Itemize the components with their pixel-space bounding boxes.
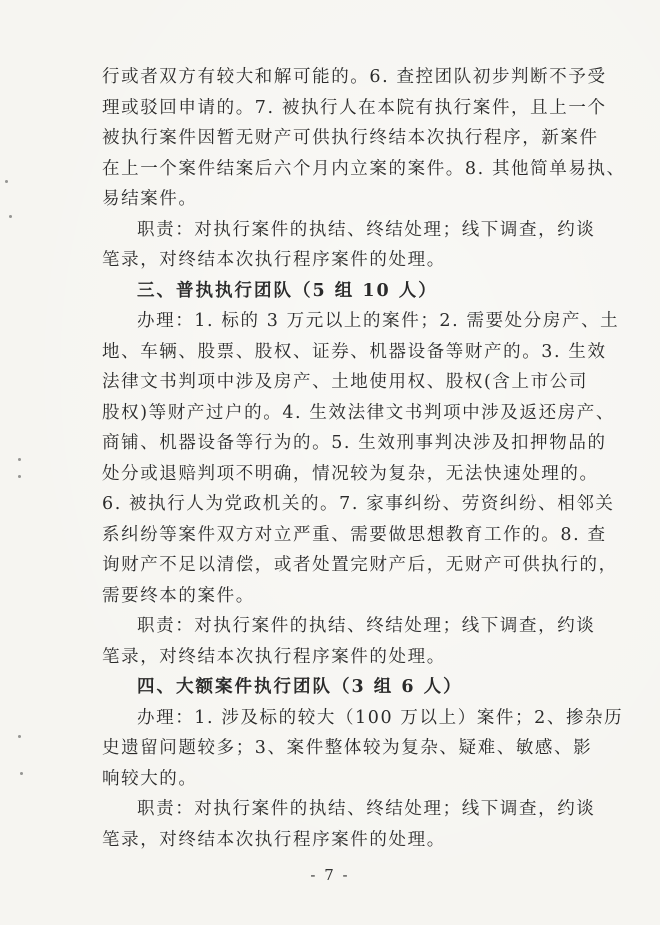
paragraph-handling [102, 703, 624, 795]
scan-speck [20, 772, 23, 775]
scan-speck [18, 735, 21, 738]
text-line: 被执行案件因暂无财产可供执行终结本次执行程序，新案件 [102, 128, 599, 148]
paragraph-duties [102, 794, 596, 855]
text-line: 法律文书判项中涉及房产、土地使用权、股权(含上市公司 [102, 372, 588, 392]
text-line: 商铺、机器设备等行为的。5. 生效刑事判决涉及扣押物品的 [102, 433, 607, 453]
text-line: 响较大的。 [102, 768, 198, 789]
section-heading [102, 276, 580, 307]
text-line: 6. 被执行人为党政机关的。7. 家事纠纷、劳资纠纷、相邻关 [102, 494, 615, 514]
document-body [102, 62, 626, 855]
paragraph-handling [102, 306, 620, 611]
scan-speck [9, 215, 12, 218]
text-line: 需要终本的案件。 [102, 585, 255, 606]
paragraph-continuation [102, 62, 626, 215]
heading-large-case-team: 四、大额案件执行团队（3 组 6 人） [137, 677, 463, 697]
text-line: 地、车辆、股票、股权、证券、机器设备等财产的。3. 生效 [102, 341, 607, 362]
text-line: 处分或退赔判项不明确，情况较为复杂，无法快速处理的。 [102, 463, 599, 484]
text-line: 笔录，对终结本次执行程序案件的处理。 [102, 250, 446, 270]
text-line: 询财产不足以清偿，或者处置完财产后，无财产可供执行的， [102, 555, 618, 575]
text-line: 笔录，对终结本次执行程序案件的处理。 [102, 646, 446, 667]
scan-speck [5, 180, 8, 183]
text-line: 系纠纷等案件双方对立严重、需要做思想教育工作的。8. 查 [102, 524, 607, 545]
paragraph-duties [102, 215, 596, 276]
text-line: 笔录，对终结本次执行程序案件的处理。 [102, 829, 446, 850]
text-line: 股权)等财产过户的。4. 生效法律文书判项中涉及返还房产、 [102, 402, 615, 423]
section-heading [102, 672, 580, 703]
text-line: 职责：对执行案件的执结、终结处理；线下调查，约谈 [137, 219, 596, 240]
scan-speck [18, 458, 21, 461]
text-line: 职责：对执行案件的执结、终结处理；线下调查，约谈 [137, 799, 596, 819]
page-number: - 7 - [310, 866, 350, 884]
heading-general-enforcement-team: 三、普执执行团队（5 组 10 人） [137, 280, 438, 301]
text-line: 在上一个案件结案后六个月内立案的案件。8. 其他简单易执、 [102, 158, 626, 179]
paragraph-duties [102, 611, 596, 672]
scan-speck [18, 475, 21, 478]
text-line: 办理：1. 标的 3 万元以上的案件；2. 需要处分房产、土 [137, 311, 620, 331]
text-line: 史遗留问题较多；3、案件整体较为复杂、疑难、敏感、影 [102, 738, 593, 758]
text-line: 行或者双方有较大和解可能的。6. 查控团队初步判断不予受 [102, 67, 607, 87]
text-line: 职责：对执行案件的执结、终结处理；线下调查，约谈 [137, 616, 596, 636]
text-line: 办理：1. 涉及标的较大（100 万以上）案件；2、掺杂历 [137, 707, 624, 728]
text-line: 理或驳回申请的。7. 被执行人在本院有执行案件，且上一个 [102, 97, 607, 118]
text-line: 易结案件。 [102, 189, 198, 209]
